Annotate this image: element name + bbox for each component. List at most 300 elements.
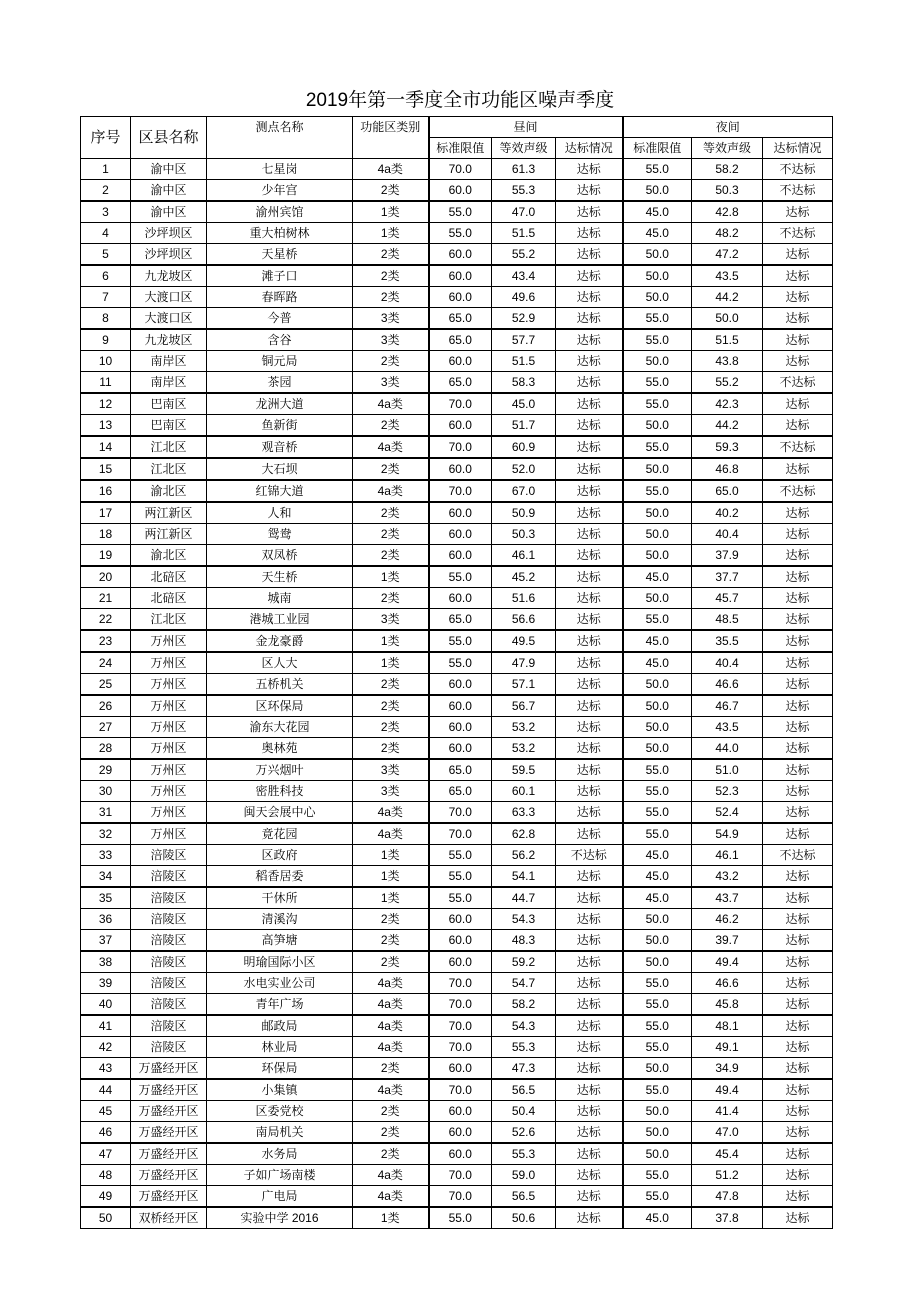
cell-seq: 2 [81,180,131,202]
cell-day-leq: 59.0 [492,1165,556,1186]
cell-day-leq: 56.7 [492,695,556,717]
cell-day-status: 达标 [556,351,623,372]
table-row [81,524,833,545]
cell-day-leq: 54.3 [492,1015,556,1037]
cell-night-limit: 55.0 [623,1186,692,1208]
cell-day-leq: 63.3 [492,802,556,824]
cell-seq: 15 [81,458,131,480]
cell-day-status: 达标 [556,695,623,717]
cell-night-status: 达标 [763,1058,833,1080]
cell-district: 沙坪坝区 [131,223,207,244]
cell-night-leq: 47.0 [692,1122,763,1144]
cell-night-status: 达标 [763,802,833,824]
cell-night-limit: 50.0 [623,351,692,372]
cell-night-leq: 44.2 [692,287,763,308]
cell-site: 区环保局 [207,695,353,717]
cell-category: 4a类 [353,994,429,1016]
cell-night-status: 达标 [763,759,833,781]
cell-night-limit: 45.0 [623,630,692,652]
cell-day-limit: 60.0 [429,1058,492,1080]
cell-night-leq: 47.2 [692,244,763,266]
cell-category: 3类 [353,609,429,631]
cell-night-leq: 46.1 [692,845,763,866]
cell-night-status: 达标 [763,287,833,308]
cell-category: 2类 [353,351,429,372]
cell-category: 2类 [353,180,429,202]
cell-night-status: 达标 [763,909,833,930]
cell-seq: 25 [81,674,131,696]
cell-day-limit: 70.0 [429,393,492,415]
cell-site: 铜元局 [207,351,353,372]
cell-site: 清溪沟 [207,909,353,930]
cell-seq: 8 [81,308,131,330]
cell-night-status: 达标 [763,566,833,588]
document-title: 2019年第一季度全市功能区噪声季度 [305,90,615,111]
cell-category: 3类 [353,372,429,394]
cell-night-status: 达标 [763,415,833,437]
cell-district: 沙坪坝区 [131,244,207,266]
cell-site: 青年广场 [207,994,353,1016]
cell-day-status: 达标 [556,1015,623,1037]
cell-site: 子如广场南楼 [207,1165,353,1186]
cell-night-leq: 37.7 [692,566,763,588]
cell-day-leq: 50.6 [492,1207,556,1229]
cell-site: 奥林苑 [207,738,353,760]
cell-day-leq: 44.7 [492,887,556,909]
table-body [81,159,833,1229]
cell-district: 万盛经开区 [131,1079,207,1101]
cell-day-status: 达标 [556,201,623,223]
cell-day-status: 达标 [556,393,623,415]
cell-night-limit: 55.0 [623,308,692,330]
cell-seq: 29 [81,759,131,781]
cell-night-limit: 50.0 [623,1058,692,1080]
cell-night-status: 达标 [763,588,833,609]
cell-day-status: 达标 [556,588,623,609]
cell-category: 4a类 [353,436,429,458]
cell-district: 巴南区 [131,393,207,415]
cell-site: 茶园 [207,372,353,394]
cell-site: 区人大 [207,652,353,674]
cell-day-leq: 55.3 [492,180,556,202]
cell-night-status: 达标 [763,695,833,717]
cell-day-leq: 43.4 [492,265,556,287]
header-category: 功能区类别 [353,117,429,159]
cell-day-status: 达标 [556,524,623,545]
cell-category: 1类 [353,630,429,652]
cell-district: 涪陵区 [131,951,207,973]
cell-day-status: 达标 [556,887,623,909]
cell-day-limit: 60.0 [429,717,492,738]
cell-night-status: 达标 [763,994,833,1016]
cell-district: 万州区 [131,674,207,696]
cell-day-limit: 60.0 [429,1101,492,1122]
cell-day-status: 达标 [556,674,623,696]
cell-night-limit: 55.0 [623,781,692,802]
table-row [81,566,833,588]
cell-day-limit: 60.0 [429,524,492,545]
cell-day-status: 达标 [556,223,623,244]
cell-seq: 39 [81,973,131,994]
cell-site: 渝东大花园 [207,717,353,738]
cell-night-limit: 50.0 [623,180,692,202]
cell-district: 万盛经开区 [131,1122,207,1144]
cell-day-status: 达标 [556,458,623,480]
cell-site: 小集镇 [207,1079,353,1101]
cell-seq: 21 [81,588,131,609]
cell-night-leq: 44.2 [692,415,763,437]
cell-seq: 19 [81,545,131,567]
table-row [81,1037,833,1058]
cell-district: 渝中区 [131,159,207,180]
table-row [81,845,833,866]
cell-site: 渝州宾馆 [207,201,353,223]
cell-district: 涪陵区 [131,845,207,866]
cell-day-limit: 55.0 [429,845,492,866]
cell-category: 4a类 [353,1015,429,1037]
cell-night-leq: 46.6 [692,973,763,994]
cell-district: 渝北区 [131,480,207,502]
cell-day-leq: 61.3 [492,159,556,180]
cell-day-leq: 59.5 [492,759,556,781]
cell-district: 渝中区 [131,201,207,223]
cell-night-leq: 54.9 [692,823,763,845]
cell-category: 4a类 [353,802,429,824]
cell-day-limit: 55.0 [429,866,492,888]
header-night-limit: 标准限值 [623,138,692,159]
cell-night-limit: 50.0 [623,738,692,760]
cell-day-status: 达标 [556,287,623,308]
cell-day-limit: 55.0 [429,652,492,674]
cell-night-status: 不达标 [763,159,833,180]
cell-day-leq: 50.3 [492,524,556,545]
cell-district: 渝中区 [131,180,207,202]
table-row [81,436,833,458]
cell-seq: 37 [81,930,131,952]
cell-day-status: 达标 [556,1165,623,1186]
cell-day-status: 达标 [556,951,623,973]
cell-night-leq: 44.0 [692,738,763,760]
cell-night-leq: 47.8 [692,1186,763,1208]
cell-category: 4a类 [353,393,429,415]
table-row [81,887,833,909]
cell-category: 4a类 [353,1186,429,1208]
cell-seq: 13 [81,415,131,437]
cell-night-leq: 48.2 [692,223,763,244]
cell-day-status: 达标 [556,1058,623,1080]
header-night-status: 达标情况 [763,138,833,159]
cell-site: 水电实业公司 [207,973,353,994]
cell-district: 渝北区 [131,545,207,567]
header-district: 区县名称 [131,117,207,159]
cell-seq: 45 [81,1101,131,1122]
cell-night-limit: 45.0 [623,566,692,588]
cell-seq: 3 [81,201,131,223]
cell-day-limit: 55.0 [429,566,492,588]
cell-day-status: 达标 [556,1207,623,1229]
cell-category: 4a类 [353,1079,429,1101]
cell-night-status: 达标 [763,887,833,909]
table-row [81,951,833,973]
cell-day-status: 达标 [556,1186,623,1208]
cell-district: 万盛经开区 [131,1058,207,1080]
cell-day-status: 达标 [556,630,623,652]
cell-site: 竟花园 [207,823,353,845]
cell-seq: 23 [81,630,131,652]
cell-seq: 36 [81,909,131,930]
cell-seq: 22 [81,609,131,631]
cell-night-status: 不达标 [763,223,833,244]
cell-day-leq: 60.1 [492,781,556,802]
cell-night-limit: 50.0 [623,244,692,266]
cell-day-leq: 56.5 [492,1079,556,1101]
cell-seq: 42 [81,1037,131,1058]
table-row [81,1186,833,1208]
cell-day-status: 达标 [556,566,623,588]
cell-district: 大渡口区 [131,308,207,330]
cell-night-leq: 46.2 [692,909,763,930]
cell-night-limit: 50.0 [623,695,692,717]
cell-night-leq: 45.8 [692,994,763,1016]
cell-day-leq: 51.6 [492,588,556,609]
cell-seq: 40 [81,994,131,1016]
cell-night-status: 达标 [763,609,833,631]
cell-night-status: 达标 [763,458,833,480]
header-night: 夜间 [623,117,833,138]
cell-district: 万盛经开区 [131,1186,207,1208]
cell-night-limit: 55.0 [623,372,692,394]
cell-site: 重大柏树林 [207,223,353,244]
cell-district: 万州区 [131,823,207,845]
cell-seq: 26 [81,695,131,717]
cell-day-limit: 60.0 [429,674,492,696]
cell-night-leq: 40.4 [692,524,763,545]
cell-night-leq: 50.3 [692,180,763,202]
cell-category: 3类 [353,759,429,781]
cell-district: 涪陵区 [131,973,207,994]
cell-night-status: 达标 [763,1165,833,1186]
cell-district: 江北区 [131,609,207,631]
cell-site: 滩子口 [207,265,353,287]
cell-day-limit: 65.0 [429,759,492,781]
cell-night-status: 达标 [763,329,833,351]
cell-day-limit: 60.0 [429,909,492,930]
cell-seq: 18 [81,524,131,545]
cell-night-limit: 45.0 [623,866,692,888]
cell-seq: 10 [81,351,131,372]
cell-night-status: 达标 [763,1079,833,1101]
cell-day-status: 不达标 [556,845,623,866]
cell-day-leq: 53.2 [492,738,556,760]
cell-day-limit: 65.0 [429,609,492,631]
table-row [81,1101,833,1122]
cell-day-limit: 65.0 [429,308,492,330]
cell-site: 南局机关 [207,1122,353,1144]
cell-site: 春晖路 [207,287,353,308]
cell-day-leq: 54.1 [492,866,556,888]
cell-night-leq: 45.4 [692,1143,763,1165]
cell-night-limit: 50.0 [623,909,692,930]
table-row [81,588,833,609]
cell-seq: 38 [81,951,131,973]
cell-seq: 27 [81,717,131,738]
cell-night-limit: 55.0 [623,802,692,824]
cell-day-leq: 52.9 [492,308,556,330]
table-row [81,308,833,330]
cell-category: 1类 [353,223,429,244]
cell-day-leq: 45.2 [492,566,556,588]
cell-category: 2类 [353,458,429,480]
cell-day-status: 达标 [556,717,623,738]
cell-day-limit: 70.0 [429,480,492,502]
cell-category: 2类 [353,1143,429,1165]
cell-seq: 31 [81,802,131,824]
cell-district: 涪陵区 [131,930,207,952]
cell-night-status: 达标 [763,308,833,330]
cell-day-status: 达标 [556,866,623,888]
table-row [81,674,833,696]
table-row [81,480,833,502]
cell-day-status: 达标 [556,1122,623,1144]
cell-night-status: 达标 [763,1122,833,1144]
cell-day-limit: 70.0 [429,1079,492,1101]
cell-day-leq: 57.1 [492,674,556,696]
table-row [81,287,833,308]
cell-night-status: 不达标 [763,180,833,202]
cell-night-limit: 50.0 [623,674,692,696]
header-seq: 序号 [81,117,131,159]
cell-site: 天星桥 [207,244,353,266]
cell-night-limit: 50.0 [623,1143,692,1165]
table-row [81,738,833,760]
cell-night-status: 达标 [763,1143,833,1165]
cell-day-limit: 65.0 [429,372,492,394]
cell-night-status: 不达标 [763,480,833,502]
table-row [81,502,833,524]
cell-seq: 16 [81,480,131,502]
cell-day-status: 达标 [556,823,623,845]
cell-day-limit: 70.0 [429,802,492,824]
cell-night-limit: 45.0 [623,845,692,866]
cell-night-limit: 55.0 [623,436,692,458]
cell-night-limit: 50.0 [623,1122,692,1144]
cell-day-status: 达标 [556,1101,623,1122]
cell-night-status: 达标 [763,866,833,888]
cell-night-limit: 45.0 [623,887,692,909]
cell-night-limit: 55.0 [623,759,692,781]
cell-day-leq: 54.7 [492,973,556,994]
cell-day-limit: 70.0 [429,823,492,845]
cell-category: 4a类 [353,480,429,502]
cell-night-limit: 55.0 [623,159,692,180]
cell-district: 涪陵区 [131,887,207,909]
cell-day-limit: 55.0 [429,201,492,223]
cell-district: 大渡口区 [131,287,207,308]
cell-night-limit: 55.0 [623,609,692,631]
header-night-leq: 等效声级 [692,138,763,159]
cell-night-limit: 55.0 [623,973,692,994]
cell-night-leq: 39.7 [692,930,763,952]
cell-day-leq: 49.6 [492,287,556,308]
cell-district: 万州区 [131,695,207,717]
cell-day-leq: 55.3 [492,1143,556,1165]
cell-district: 南岸区 [131,372,207,394]
cell-day-status: 达标 [556,502,623,524]
cell-day-leq: 50.9 [492,502,556,524]
cell-seq: 4 [81,223,131,244]
cell-day-leq: 51.5 [492,223,556,244]
cell-site: 五桥机关 [207,674,353,696]
cell-night-limit: 45.0 [623,201,692,223]
cell-night-limit: 50.0 [623,545,692,567]
cell-day-status: 达标 [556,329,623,351]
table-row [81,609,833,631]
cell-category: 1类 [353,652,429,674]
cell-night-leq: 49.4 [692,1079,763,1101]
cell-category: 2类 [353,244,429,266]
cell-site: 今普 [207,308,353,330]
cell-day-limit: 60.0 [429,244,492,266]
cell-day-limit: 55.0 [429,887,492,909]
cell-night-limit: 50.0 [623,458,692,480]
cell-category: 4a类 [353,1037,429,1058]
cell-category: 3类 [353,308,429,330]
cell-category: 2类 [353,287,429,308]
cell-site: 城南 [207,588,353,609]
cell-night-status: 达标 [763,823,833,845]
cell-seq: 34 [81,866,131,888]
cell-day-leq: 46.1 [492,545,556,567]
cell-site: 人和 [207,502,353,524]
cell-day-limit: 60.0 [429,458,492,480]
cell-night-leq: 58.2 [692,159,763,180]
cell-night-limit: 50.0 [623,930,692,952]
cell-site: 天生桥 [207,566,353,588]
cell-site: 闽天会展中心 [207,802,353,824]
cell-seq: 44 [81,1079,131,1101]
cell-day-leq: 51.7 [492,415,556,437]
table-row [81,1165,833,1186]
cell-night-status: 达标 [763,1101,833,1122]
cell-day-status: 达标 [556,265,623,287]
cell-day-limit: 70.0 [429,436,492,458]
cell-night-leq: 43.5 [692,717,763,738]
cell-night-leq: 42.3 [692,393,763,415]
cell-night-leq: 49.4 [692,951,763,973]
cell-district: 巴南区 [131,415,207,437]
cell-night-limit: 55.0 [623,1165,692,1186]
cell-day-status: 达标 [556,180,623,202]
table-row [81,180,833,202]
cell-day-status: 达标 [556,480,623,502]
cell-district: 万州区 [131,738,207,760]
cell-category: 1类 [353,887,429,909]
cell-district: 涪陵区 [131,994,207,1016]
cell-day-leq: 56.5 [492,1186,556,1208]
cell-day-limit: 70.0 [429,159,492,180]
cell-district: 两江新区 [131,502,207,524]
table-row [81,630,833,652]
cell-day-status: 达标 [556,909,623,930]
table-row [81,994,833,1016]
cell-night-leq: 43.5 [692,265,763,287]
table-row [81,159,833,180]
cell-night-limit: 55.0 [623,994,692,1016]
cell-site: 干休所 [207,887,353,909]
cell-night-limit: 50.0 [623,502,692,524]
table-row [81,652,833,674]
cell-site: 广电局 [207,1186,353,1208]
